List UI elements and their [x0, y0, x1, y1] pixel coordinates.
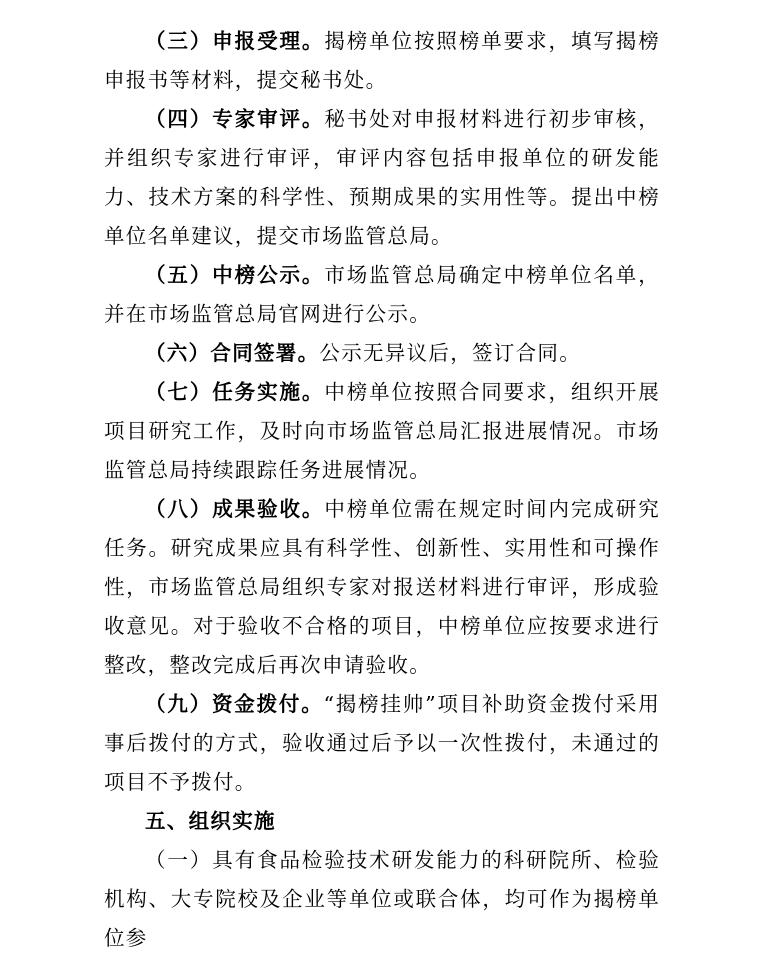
paragraph-heading: （五）中榜公示。 [145, 263, 325, 287]
paragraph-contract-signing [104, 334, 660, 373]
paragraph-result-acceptance [104, 490, 660, 685]
paragraph-heading: （六）合同签署。 [145, 341, 320, 365]
paragraph-heading: （八）成果验收。 [145, 497, 325, 521]
section-heading: 五、组织实施 [145, 809, 276, 833]
paragraph-heading: （九）资金拨付。 [145, 692, 324, 716]
paragraph-body: 揭榜单位按照榜单要求，填写揭榜申报书等材料，提交秘书处。 [104, 29, 660, 92]
paragraph-task-implementation [104, 373, 660, 490]
paragraph-heading: （三）申报受理。 [145, 29, 325, 53]
paragraph-winner-announcement [104, 256, 660, 334]
paragraph-application-acceptance [104, 22, 660, 100]
paragraph-heading: （七）任务实施。 [145, 380, 325, 404]
paragraph-body: 公示无异议后，签订合同。 [319, 341, 582, 365]
document-page [104, 22, 660, 958]
paragraph-expert-review [104, 100, 660, 256]
paragraph-eligible-units [104, 841, 660, 958]
paragraph-body: （一）具有食品检验技术研发能力的科研院所、检验机构、大专院校及企业等单位或联合体，均可作为揭榜单位参 [104, 848, 660, 950]
paragraph-body: 中榜单位按照合同要求，组织开展项目研究工作，及时向市场监管总局汇报进展情况。市场监管总局持续跟踪任务进展情况。 [104, 380, 660, 482]
paragraph-body: 中榜单位需在规定时间内完成研究任务。研究成果应具有科学性、创新性、实用性和可操作性，市场监管总局组织专家对报送材料进行审评，形成验收意见。对于验收不合格的项目，中榜单位应按要求进行整改，整改完成后再次申请验收。 [104, 497, 660, 677]
paragraph-fund-disbursement [104, 685, 660, 802]
paragraph-body: 市场监管总局确定中榜单位名单，并在市场监管总局官网进行公示。 [104, 263, 660, 326]
paragraph-body: “揭榜挂帅”项目补助资金拨付采用事后拨付的方式，验收通过后予以一次性拨付，未通过的项目不予拨付。 [104, 692, 660, 794]
paragraph-heading: （四）专家审评。 [145, 107, 325, 131]
paragraph-body: 秘书处对申报材料进行初步审核，并组织专家进行审评，审评内容包括申报单位的研发能力、技术方案的科学性、预期成果的实用性等。提出中榜单位名单建议，提交市场监管总局。 [104, 107, 660, 248]
